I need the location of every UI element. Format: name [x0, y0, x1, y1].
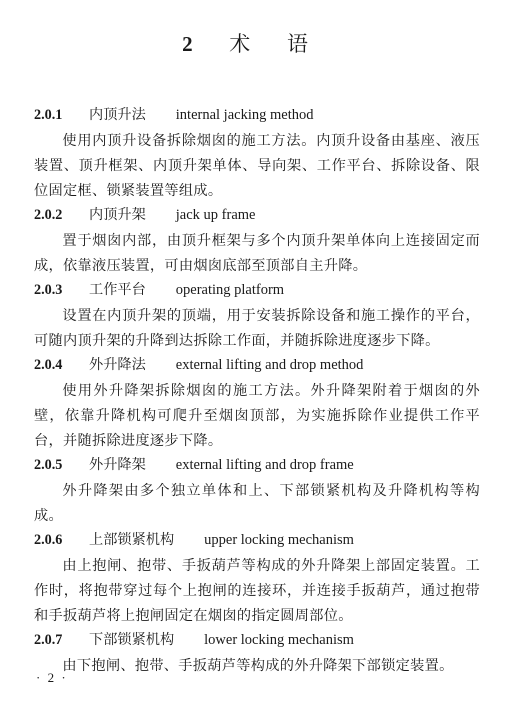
term-chinese: 下部锁紧机构 [89, 632, 175, 648]
term-english: upper locking mechanism [204, 532, 354, 548]
term-english: operating platform [175, 282, 285, 298]
term-entry [34, 354, 480, 454]
term-chinese: 工作平台 [89, 282, 146, 298]
term-heading [34, 279, 480, 304]
term-chinese: 上部锁紧机构 [89, 532, 175, 548]
term-heading [34, 529, 480, 554]
term-english: internal jacking method [175, 107, 314, 123]
term-chinese: 外升降法 [89, 357, 146, 373]
term-code: 2.0.4 [34, 357, 63, 373]
term-definition: 外升降架由多个独立单体和上、下部锁紧机构及升降机构等构成。 [34, 483, 480, 524]
term-code: 2.0.1 [34, 107, 63, 123]
term-heading [34, 354, 480, 379]
term-english: lower locking mechanism [204, 632, 354, 648]
term-definition: 使用内顶升设备拆除烟囱的施工方法。内顶升设备由基座、液压装置、顶升框架、内顶升架单体、导向架、工作平台、拆除设备、限位固定框、锁紧装置等组成。 [34, 133, 480, 199]
term-heading [34, 629, 480, 654]
term-entry [34, 454, 480, 529]
term-chinese: 内顶升架 [89, 207, 146, 223]
chapter-title-char-1: 术 [229, 32, 252, 56]
term-definition: 使用外升降架拆除烟囱的施工方法。外升降架附着于烟囱的外壁，依靠升降机构可爬升至烟囱顶部，为实施拆除作业提供工作平台，并随拆除进度逐步下降。 [34, 383, 480, 449]
term-entry [34, 529, 480, 629]
term-chinese: 内顶升法 [89, 107, 146, 123]
term-definition: 由上抱闸、抱带、手扳葫芦等构成的外升降架上部固定装置。工作时，将抱带穿过每个上抱闸的连接环，并连接手扳葫芦，通过抱带和手扳葫芦将上抱闸固定在烟囱的指定圆周部位。 [34, 558, 480, 624]
term-english: external lifting and drop frame [175, 457, 354, 473]
chapter-number: 2 [182, 32, 194, 56]
term-definition: 设置在内顶升架的顶端，用于安装拆除设备和施工操作的平台，可随内顶升架的升降到达拆除工作面，并随拆除进度逐步下降。 [34, 308, 480, 349]
term-code: 2.0.7 [34, 632, 63, 648]
term-chinese: 外升降架 [89, 457, 146, 473]
term-list [34, 104, 480, 679]
term-code: 2.0.2 [34, 207, 63, 223]
term-code: 2.0.6 [34, 532, 63, 548]
chapter-title [0, 28, 505, 58]
term-heading [34, 104, 480, 129]
term-code: 2.0.3 [34, 282, 63, 298]
term-entry [34, 629, 480, 679]
term-definition: 由下抱闸、抱带、手扳葫芦等构成的外升降架下部锁定装置。 [62, 658, 454, 674]
term-entry [34, 279, 480, 354]
page-number: · 2 · [36, 670, 68, 685]
term-english: external lifting and drop method [175, 357, 364, 373]
term-code: 2.0.5 [34, 457, 63, 473]
term-heading [34, 454, 480, 479]
chapter-title-char-2: 语 [286, 32, 309, 56]
term-english: jack up frame [175, 207, 256, 223]
term-entry [34, 104, 480, 204]
term-entry [34, 204, 480, 279]
term-definition: 置于烟囱内部，由顶升框架与多个内顶升架单体向上连接固定而成，依靠液压装置，可由烟囱底部至顶部自主升降。 [34, 233, 480, 274]
term-heading [34, 204, 480, 229]
